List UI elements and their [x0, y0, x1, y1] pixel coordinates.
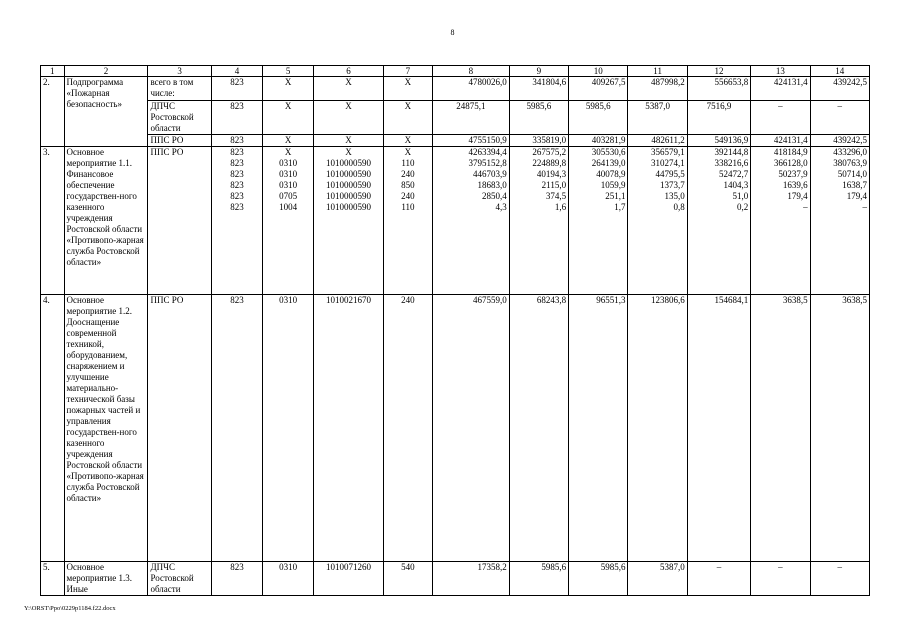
stack-col-6 [314, 147, 384, 295]
cell: 0705 [279, 191, 298, 201]
cell: 96551,3 [569, 295, 628, 562]
stack-col-13 [751, 147, 810, 295]
cell: 305530,6 [591, 147, 626, 157]
cell: 1010000590 [326, 169, 372, 179]
column-header: 11 [628, 66, 687, 77]
cell: 5387,0 [628, 562, 687, 596]
cell: Х [314, 101, 384, 135]
cell: 4780026,0 [432, 77, 509, 101]
cell: 1,7 [614, 202, 626, 212]
cell: – [803, 202, 808, 212]
cell: 3638,5 [751, 295, 810, 562]
cell: 1010000590 [326, 191, 372, 201]
cell: 52472,7 [719, 169, 749, 179]
stack-col-5 [263, 147, 314, 295]
cell: 1059,9 [600, 180, 626, 190]
cell: 5985,6 [509, 101, 568, 135]
column-header: 9 [509, 66, 568, 77]
column-header: 10 [569, 66, 628, 77]
program-name: Основное мероприятие 1.3. Иные [64, 562, 148, 596]
column-header: 14 [810, 66, 869, 77]
cell: 50237,9 [778, 169, 808, 179]
table-row [41, 77, 870, 101]
column-header: 1 [41, 66, 65, 77]
executor: ППС РО [148, 135, 211, 147]
cell: 0310 [279, 169, 298, 179]
cell: 356579,1 [651, 147, 685, 157]
cell: 0310 [279, 180, 298, 190]
cell: 341804,6 [509, 77, 568, 101]
cell: 4755150,9 [432, 135, 509, 147]
cell: 0,2 [737, 202, 749, 212]
cell: 556653,8 [687, 77, 750, 101]
stack-col-8 [432, 147, 509, 295]
cell: 5985,6 [509, 562, 568, 596]
cell: 3795152,8 [468, 158, 507, 168]
executor: ППС РО [148, 295, 211, 562]
cell: 44795,5 [655, 169, 685, 179]
cell: 380763,9 [833, 158, 867, 168]
cell: 2115,0 [541, 180, 567, 190]
cell: 0310 [263, 562, 314, 596]
cell: 18683,0 [477, 180, 507, 190]
column-header: 13 [751, 66, 810, 77]
cell: 1639,6 [782, 180, 808, 190]
cell: 154684,1 [687, 295, 750, 562]
cell: Х [284, 147, 292, 157]
table-row [41, 135, 870, 147]
cell: 482611,2 [628, 135, 687, 147]
stack-col-12 [687, 147, 750, 295]
cell: 549136,9 [687, 135, 750, 147]
cell: 446703,9 [472, 169, 507, 179]
program-name: Основное мероприятие 1.2. Дооснащение современной техникой, оборудованием, снаряжением и улучшение материально-технической базы пожарных частей и управления государствен-ного казенного учреждения Ростовской области «Противопо-жарная служба Ростовской области» [64, 295, 148, 562]
page-number: 8 [450, 28, 455, 37]
cell: 392144,8 [714, 147, 749, 157]
cell: 1004 [279, 202, 298, 212]
stack-col-4 [211, 147, 262, 295]
cell: 338216,6 [714, 158, 749, 168]
cell: 1010071260 [314, 562, 384, 596]
stack-col-10 [569, 147, 628, 295]
stack-col-9 [509, 147, 568, 295]
row-number: 2. [41, 77, 65, 147]
column-header: 12 [687, 66, 750, 77]
row-number: 4. [41, 295, 65, 562]
cell: 179,4 [787, 191, 808, 201]
budget-table [40, 65, 870, 596]
cell: 823 [230, 191, 244, 201]
cell: 439242,5 [810, 135, 869, 147]
column-header: 8 [432, 66, 509, 77]
cell: 179,4 [846, 191, 867, 201]
executor: всего в том числе: [148, 77, 211, 101]
cell: 1010000590 [326, 158, 372, 168]
row-number: 3. [41, 147, 65, 295]
cell: 110 [401, 202, 415, 212]
cell: 5985,6 [569, 562, 628, 596]
cell: 40078,9 [596, 169, 626, 179]
cell: 1638,7 [842, 180, 867, 190]
cell: – [862, 202, 867, 212]
file-path-footer: Y:\ORST\Ppo\0229p1184.f22.docx [24, 605, 116, 612]
cell: Х [263, 77, 314, 101]
header-row [41, 66, 870, 77]
cell: 409267,5 [569, 77, 628, 101]
cell: 1010000590 [326, 180, 372, 190]
cell: Х [383, 101, 432, 135]
stack-col-14 [810, 147, 869, 295]
cell: – [810, 562, 869, 596]
cell: 1010021670 [314, 295, 384, 562]
table-row [41, 295, 870, 562]
cell: 3638,5 [810, 295, 869, 562]
cell: 823 [230, 202, 244, 212]
cell: 335819,0 [509, 135, 568, 147]
cell: 823 [230, 169, 244, 179]
cell: 17358,2 [432, 562, 509, 596]
cell: Х [263, 101, 314, 135]
cell: 5985,6 [569, 101, 628, 135]
cell: 823 [230, 180, 244, 190]
cell: 433296,0 [833, 147, 867, 157]
cell: Х [314, 135, 384, 147]
cell: 4,3 [495, 202, 507, 212]
cell: 135,0 [664, 191, 685, 201]
cell: 68243,8 [509, 295, 568, 562]
cell: 1010000590 [326, 202, 372, 212]
cell: – [751, 101, 810, 135]
cell: 1,6 [554, 202, 567, 212]
cell: 240 [383, 295, 432, 562]
cell: 418184,9 [773, 147, 808, 157]
cell: 823 [230, 147, 244, 157]
cell: 823 [211, 295, 262, 562]
cell: – [751, 562, 810, 596]
cell: 0,8 [673, 202, 685, 212]
cell: 439242,5 [810, 77, 869, 101]
cell: 5387,0 [628, 101, 687, 135]
cell: 7516,9 [687, 101, 750, 135]
cell: 424131,4 [751, 77, 810, 101]
cell: 123806,6 [628, 295, 687, 562]
cell: 823 [211, 101, 262, 135]
cell: 251,1 [605, 191, 626, 201]
cell: 267575,2 [532, 147, 567, 157]
cell: 374,5 [545, 191, 567, 201]
cell: 51,0 [732, 191, 749, 201]
cell: 4263394,4 [468, 147, 507, 157]
cell: – [810, 101, 869, 135]
cell: 424131,4 [751, 135, 810, 147]
cell: – [687, 562, 750, 596]
table-row [41, 147, 870, 295]
cell: 310274,1 [651, 158, 685, 168]
cell: 240 [401, 169, 415, 179]
cell: 224889,8 [532, 158, 567, 168]
cell: Х [345, 147, 352, 157]
cell: 40194,3 [536, 169, 567, 179]
stack-col-7 [383, 147, 432, 295]
program-name: Подпрограмма «Пожарная безопасность» [64, 77, 148, 147]
table-row [41, 101, 870, 135]
cell: 850 [401, 180, 415, 190]
cell: 403281,9 [569, 135, 628, 147]
cell: 1373,7 [660, 180, 685, 190]
cell: 0310 [279, 158, 298, 168]
cell: 366128,0 [773, 158, 808, 168]
cell: 823 [211, 77, 262, 101]
cell: 1404,3 [723, 180, 749, 190]
cell: 264139,0 [591, 158, 626, 168]
column-header: 3 [148, 66, 211, 77]
cell: Х [404, 147, 412, 157]
column-header: 6 [314, 66, 384, 77]
cell: 24875,1 [432, 101, 509, 135]
executor: ППС РО [148, 147, 211, 295]
stack-col-11 [628, 147, 687, 295]
program-name: Основное мероприятие 1.1. Финансовое обеспечение государствен-ного казенного учреждения Ростовской области «Противопо-жарная служба Ростовской области» [64, 147, 148, 295]
executor: ДПЧС Ростовской области [148, 562, 211, 596]
cell: 540 [383, 562, 432, 596]
row-number: 5. [41, 562, 65, 596]
column-header: 7 [383, 66, 432, 77]
cell: 0310 [263, 295, 314, 562]
column-header: 4 [211, 66, 262, 77]
column-header: 5 [263, 66, 314, 77]
cell: Х [263, 135, 314, 147]
cell: Х [383, 135, 432, 147]
column-header: 2 [64, 66, 148, 77]
cell: 110 [401, 158, 415, 168]
cell: Х [314, 77, 384, 101]
table-row [41, 562, 870, 596]
cell: Х [383, 77, 432, 101]
cell: 2850,4 [481, 191, 507, 201]
cell: 823 [211, 135, 262, 147]
cell: 823 [211, 562, 262, 596]
cell: 240 [401, 191, 415, 201]
cell: 487998,2 [628, 77, 687, 101]
cell: 50714,0 [837, 169, 867, 179]
cell: 823 [230, 158, 244, 168]
executor: ДПЧС Ростовской области [148, 101, 211, 135]
cell: 467559,0 [432, 295, 509, 562]
